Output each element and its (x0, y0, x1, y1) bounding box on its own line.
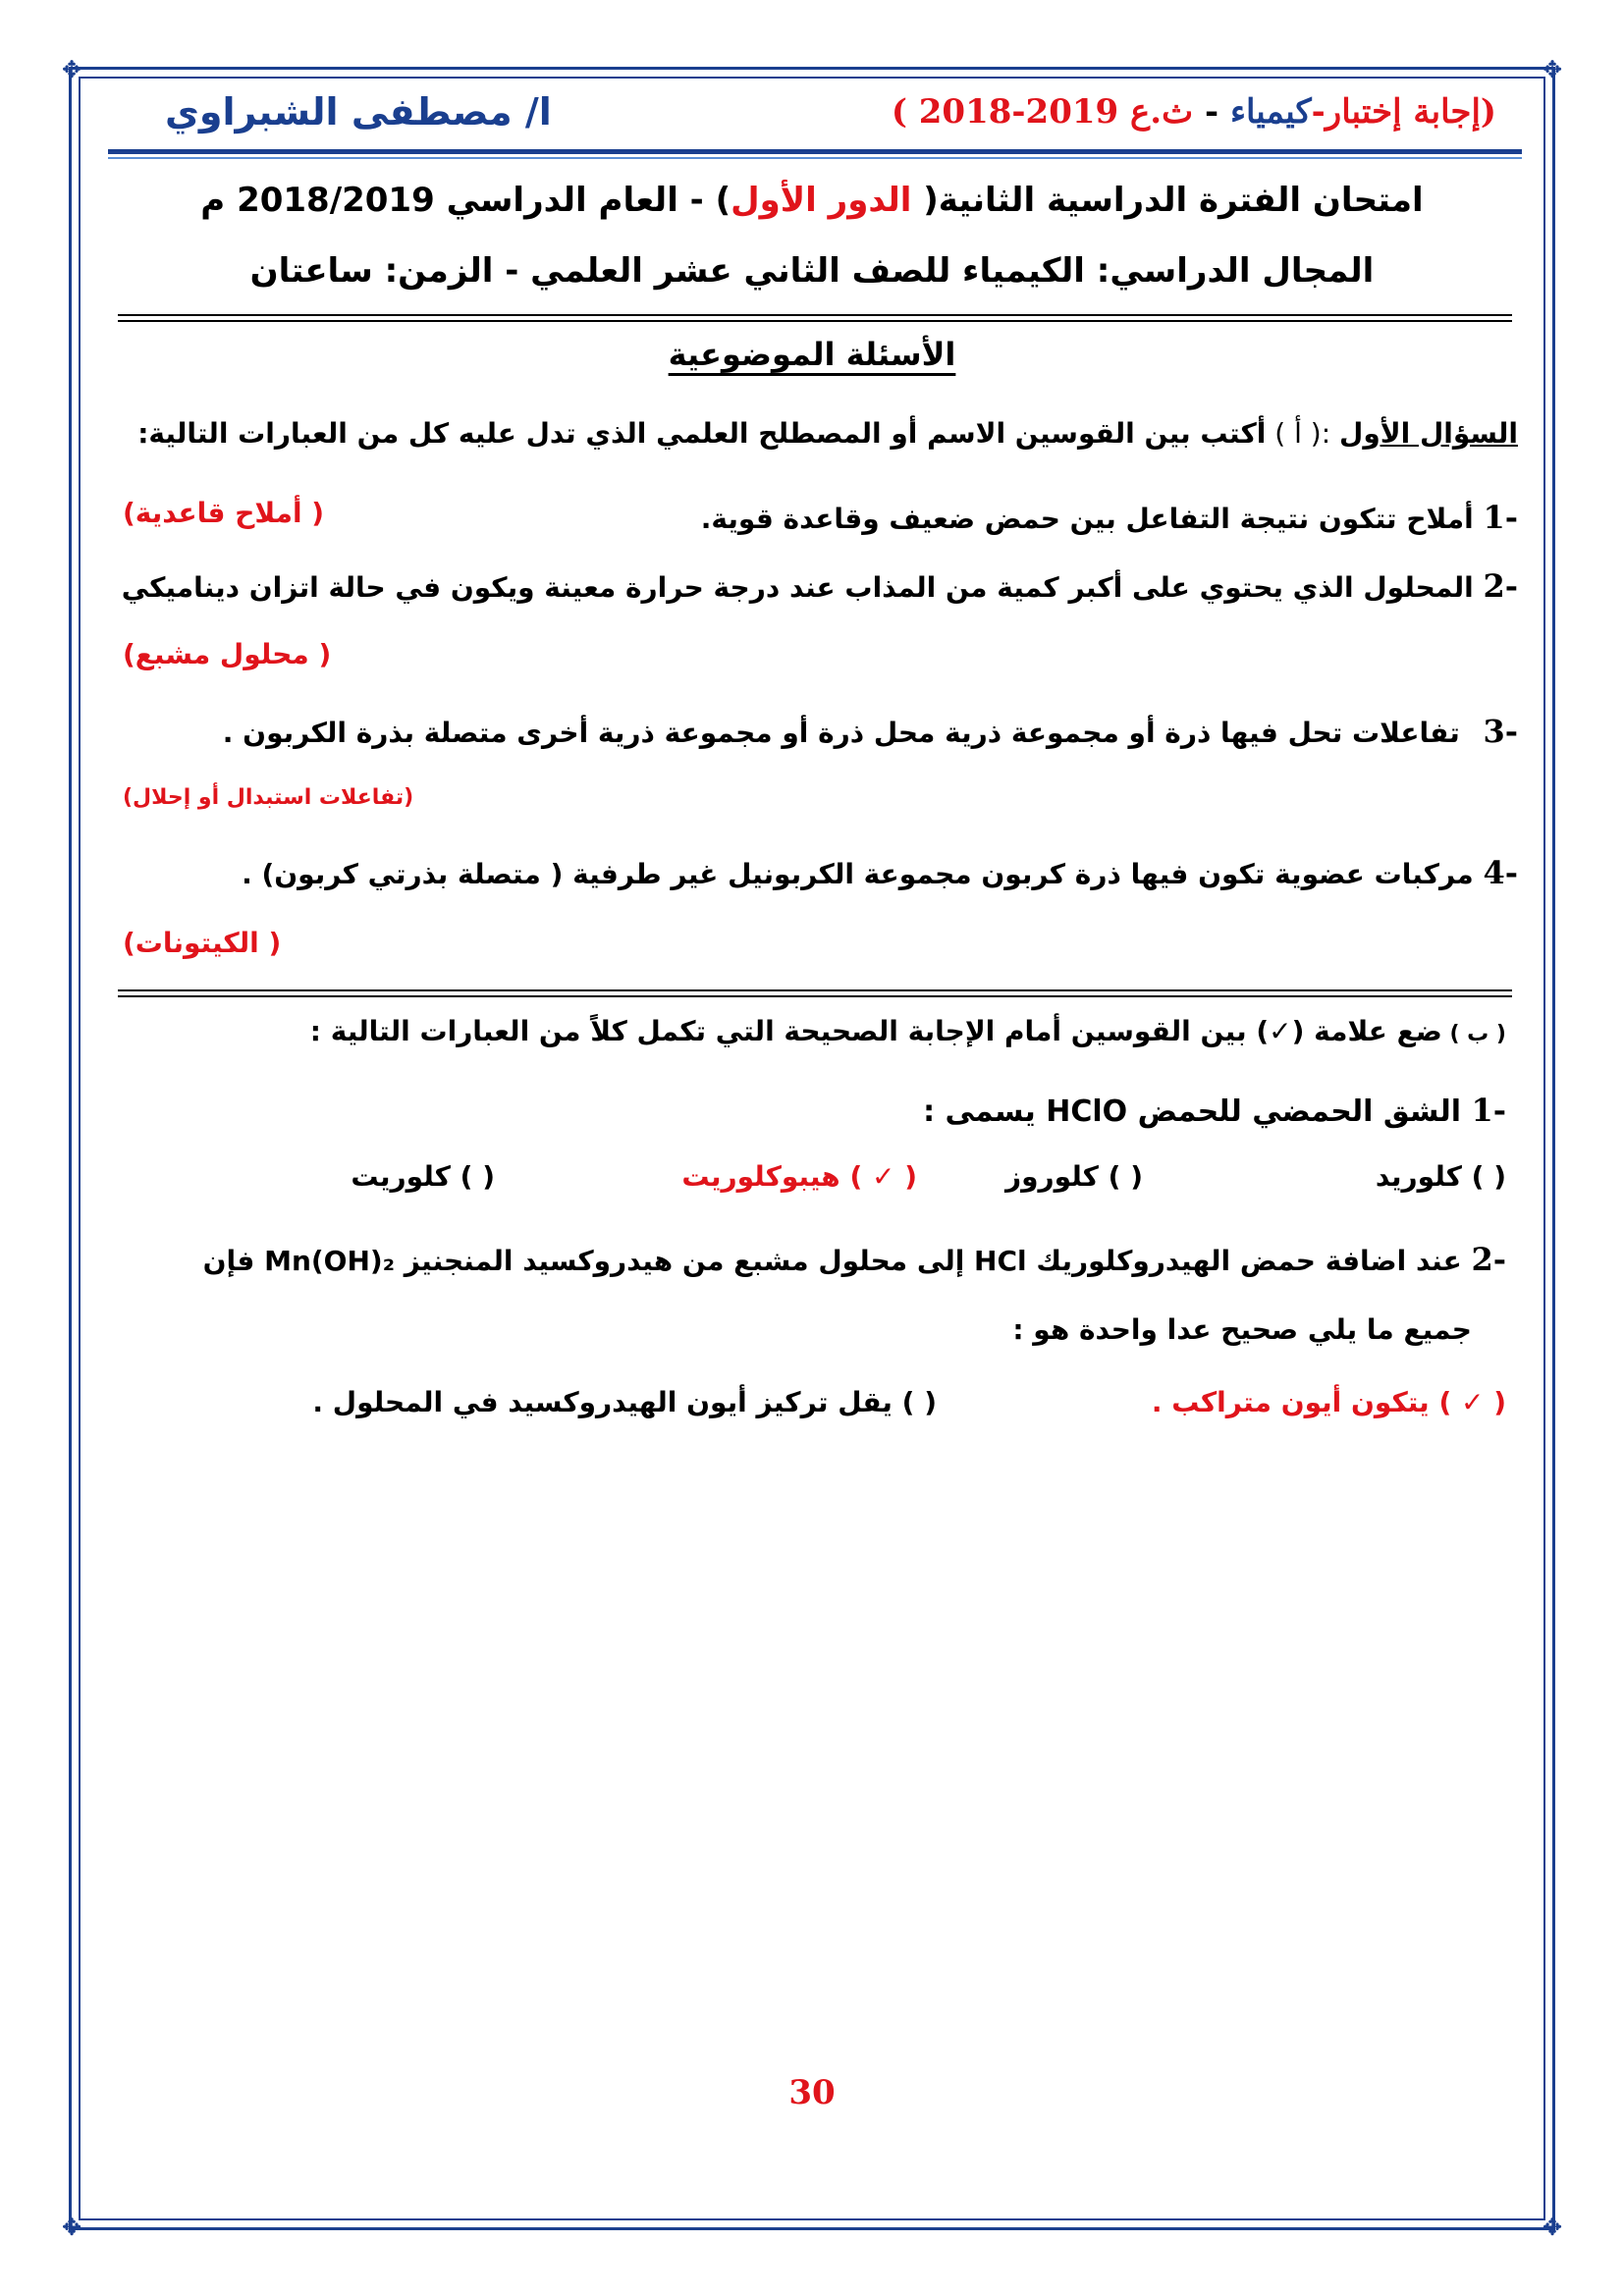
header-rule-thin (108, 157, 1522, 159)
question-1b-item-continuation: جميع ما يلي صحيح عدا واحدة هو : (1012, 1313, 1472, 1346)
answer-4: ( الكيتونات) (123, 927, 282, 959)
teacher-name: ا/ مصطفى الشبراوي (165, 90, 552, 133)
corner-ornament-icon: ✥ (1542, 56, 1563, 83)
header-rule (108, 149, 1522, 154)
question-1b-item: -2 عند اضافة حمض الهيدروكلوريك HCl إلى محلول مشبع من هيدروكسيد المنجنيز Mn(OH)₂ فإن (202, 1241, 1506, 1278)
exam-subject-line: المجال الدراسي: الكيمياء للصف الثاني عشر العلمي - الزمن: ساعتان (249, 251, 1375, 291)
corner-ornament-icon: ✥ (1542, 2214, 1563, 2241)
option: ( ) كلوريت (351, 1160, 495, 1193)
page-border-inner (79, 77, 1545, 2220)
question-1-item: -1 أملاح تتكون نتيجة التفاعل بين حمض ضعيف وقاعدة قوية. (700, 499, 1518, 536)
section-title: الأسئلة الموضوعية (668, 336, 956, 373)
answer-1: ( أملاح قاعدية) (123, 497, 325, 529)
question-1-item: -3 تفاعلات تحل فيها ذرة أو مجموعة ذرية محل ذرة أو مجموعة ذرية أخرى متصلة بذرة الكربون . (222, 713, 1518, 750)
answer-2: ( محلول مشبع) (123, 638, 332, 670)
answer-3: (تفاعلات استبدال أو إحلال) (123, 785, 414, 810)
question-1-item: -2 المحلول الذي يحتوي على أكبر كمية من المذاب عند درجة حرارة معينة ويكون في حالة اتزان ديناميكي (121, 567, 1518, 605)
divider (118, 989, 1512, 997)
corner-ornament-icon: ✥ (61, 2214, 82, 2241)
page-number: 30 (788, 2073, 836, 2112)
option-correct: ( ✓ ) يتكون أيون متراكب . (1151, 1386, 1506, 1418)
question-1b-item: -1 الشق الحمضي للحمض HClO يسمى : (923, 1092, 1506, 1129)
option: ( ) كلوريد (1375, 1160, 1506, 1193)
question-1-item: -4 مركبات عضوية تكون فيها ذرة كربون مجموعة الكربونيل غير طرفية ( متصلة بذرتي كربون) . (242, 854, 1518, 891)
exam-title: امتحان الفترة الدراسية الثانية( الدور الأول) - العام الدراسي 2018/2019 م (200, 181, 1424, 220)
header-title: (إجابة إختبار-كيمياء - ث.ع 2019-2018 ) (891, 92, 1496, 132)
question-1b-heading: ( ب ) ضع علامة (✓) بين القوسين أمام الإجابة الصحيحة التي تكمل كلاً من العبارات التالية : (309, 1015, 1506, 1047)
option-correct: ( ✓ ) هيبوكلوريت (681, 1160, 917, 1193)
divider (118, 314, 1512, 322)
corner-ornament-icon: ✥ (61, 56, 82, 83)
option: ( ) يقل تركيز أيون الهيدروكسيد في المحلول . (312, 1386, 937, 1418)
question-1-heading: السؤال الأول :( أ ) أكتب بين القوسين الاسم أو المصطلح العلمي الذي تدل عليه كل من العبارات التالية: (137, 417, 1518, 450)
option: ( ) كلوروز (1005, 1160, 1143, 1193)
